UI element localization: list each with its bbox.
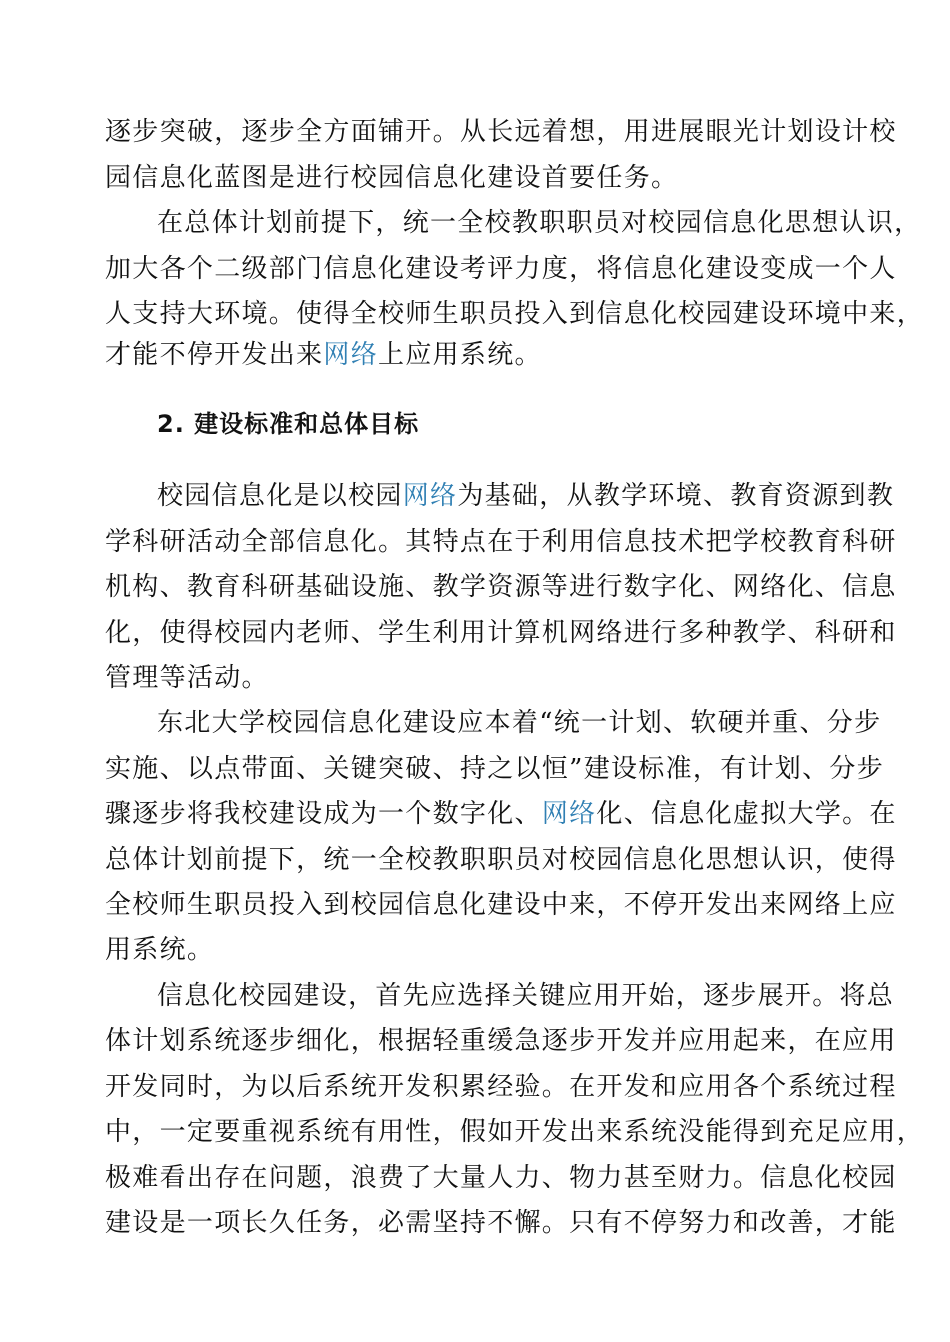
- paragraph-line: 极难看出存在问题，浪费了大量人力、物力甚至财力。信息化校园: [105, 1163, 897, 1193]
- text-segment: 校园信息化是以校园: [157, 481, 403, 511]
- paragraph-line: 用系统。: [105, 935, 215, 965]
- paragraph-line: 中，一定要重视系统有用性，假如开发出来系统没能得到充足应用，: [105, 1117, 925, 1147]
- paragraph-line: 园信息化蓝图是进行校园信息化建设首要任务。: [105, 163, 679, 193]
- network-link[interactable]: 网络: [402, 481, 458, 511]
- paragraph-line: 加大各个二级部门信息化建设考评力度，将信息化建设变成一个人: [105, 254, 897, 284]
- paragraph-line: [105, 799, 897, 829]
- section-heading: 2. 建设标准和总体目标: [157, 410, 420, 438]
- paragraph-line: 人支持大环境。使得全校师生职员投入到信息化校园建设环境中来，: [105, 299, 925, 329]
- paragraph-line: 化，使得校园内老师、学生利用计算机网络进行多种教学、科研和: [105, 618, 897, 648]
- paragraph-line: 开发同时，为以后系统开发积累经验。在开发和应用各个系统过程: [105, 1072, 897, 1102]
- paragraph-line: 学科研活动全部信息化。其特点在于利用信息技术把学校教育科研: [105, 527, 897, 557]
- paragraph-line: 体计划系统逐步细化，根据轻重缓急逐步开发并应用起来，在应用: [105, 1026, 897, 1056]
- paragraph-line: [105, 340, 542, 370]
- paragraph-line: 信息化校园建设，首先应选择关键应用开始，逐步展开。将总: [157, 981, 895, 1011]
- paragraph-line: 在总体计划前提下，统一全校教职职员对校园信息化思想认识，: [157, 208, 922, 238]
- paragraph-line: 逐步突破，逐步全方面铺开。从长远着想，用进展眼光计划设计校: [105, 117, 897, 147]
- paragraph-line: 全校师生职员投入到校园信息化建设中来，不停开发出来网络上应: [105, 890, 897, 920]
- paragraph-line: 总体计划前提下，统一全校教职职员对校园信息化思想认识，使得: [105, 845, 897, 875]
- text-segment: 上应用系统。: [378, 340, 542, 370]
- text-segment: 为基础，从教学环境、教育资源到教: [457, 481, 895, 511]
- paragraph-line: 实施、以点带面、关键突破、持之以恒”建设标准，有计划、分步: [105, 754, 884, 784]
- network-link[interactable]: 网络: [323, 340, 379, 370]
- paragraph-line: 建设是一项长久任务，必需坚持不懈。只有不停努力和改善，才能: [105, 1208, 897, 1238]
- network-link[interactable]: 网络: [541, 799, 597, 829]
- paragraph-line: 机构、教育科研基础设施、教学资源等进行数字化、网络化、信息: [105, 572, 897, 602]
- paragraph-line: 管理等活动。: [105, 663, 269, 693]
- text-segment: 骤逐步将我校建设成为一个数字化、: [105, 799, 542, 829]
- text-segment: 化、信息化虚拟大学。在: [596, 799, 897, 829]
- paragraph-line: [157, 481, 894, 511]
- text-segment: 才能不停开发出来: [105, 340, 324, 370]
- paragraph-line: 东北大学校园信息化建设应本着“统一计划、软硬并重、分步: [157, 708, 882, 738]
